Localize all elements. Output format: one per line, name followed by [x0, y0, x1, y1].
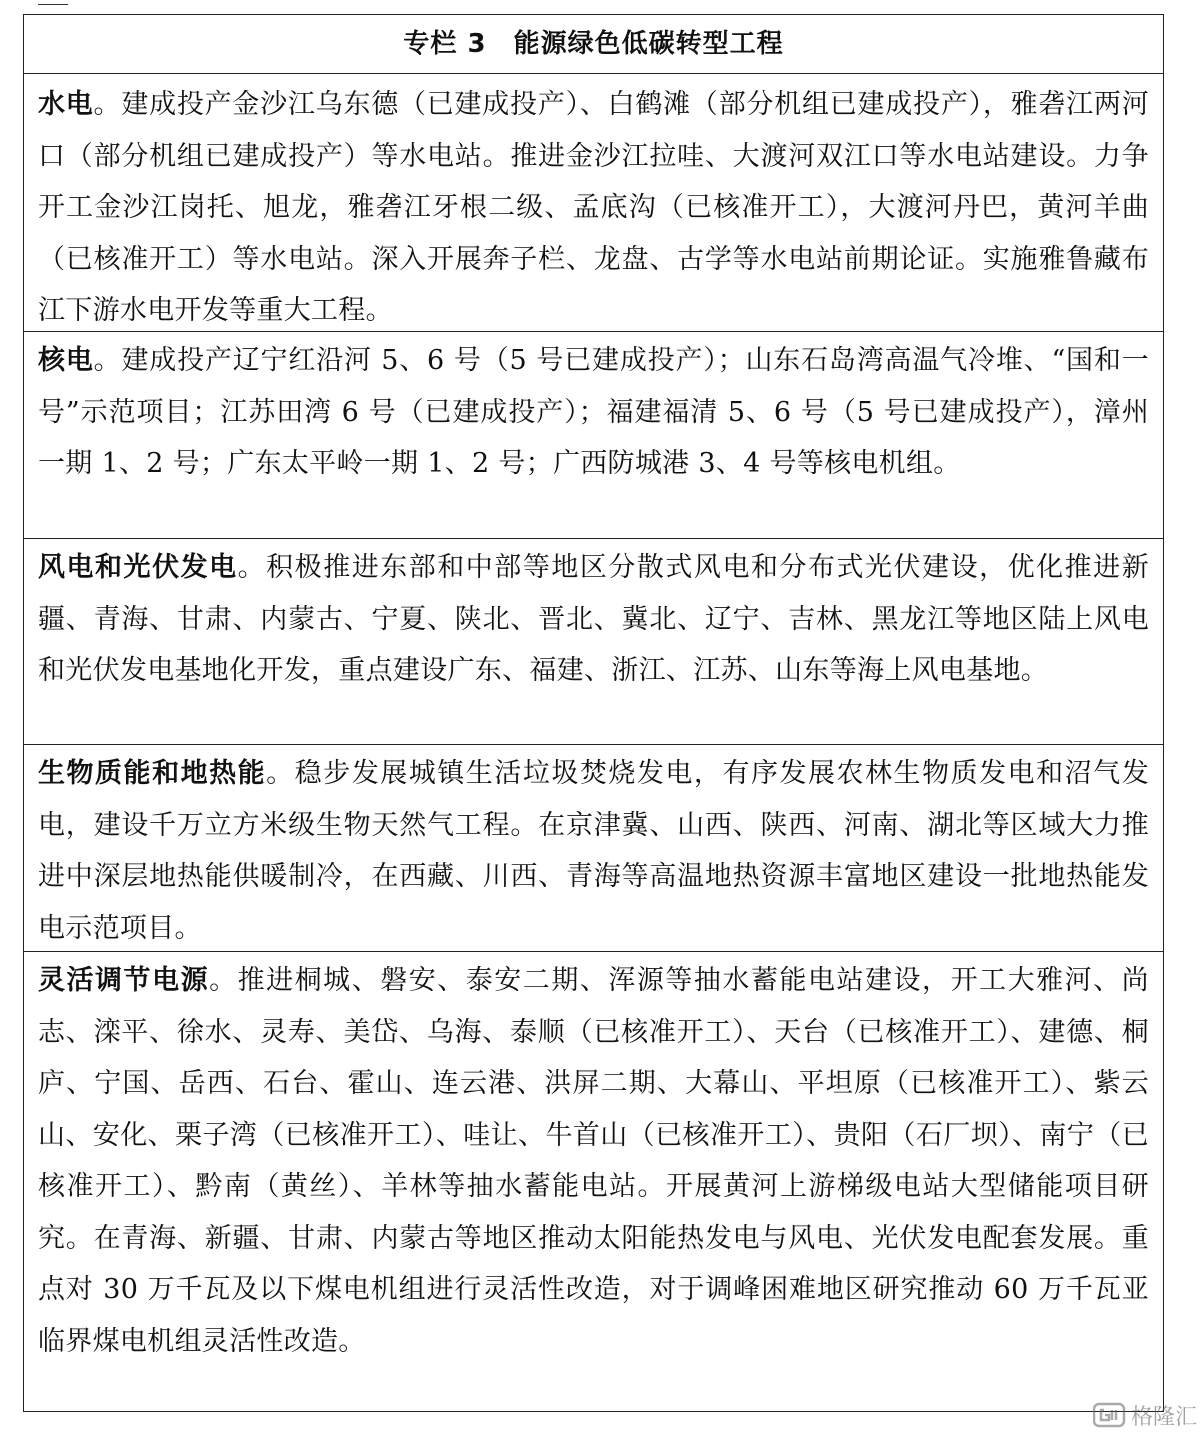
section-body: 。稳步发展城镇生活垃圾焚烧发电，有序发展农林生物质发电和沼气发电，建设千万立方米级生物天然气工程。在京津冀、山西、陕西、河南、湖北等区域大力推进中深层地热能供暖制冷，在西藏、川西、青海等高温地热资源丰富地区建设一批地热能发电示范项目。	[38, 758, 1149, 944]
section-biomass-geothermal	[24, 745, 1163, 952]
section-heading: 风电和光伏发电	[38, 552, 238, 583]
panel-title: 专栏 3 能源绿色低碳转型工程	[24, 15, 1163, 74]
watermark	[1093, 1400, 1197, 1430]
section-hydropower	[24, 74, 1163, 332]
section-heading: 生物质能和地热能	[38, 758, 267, 789]
column-box	[23, 14, 1164, 1412]
gelonghui-logo-icon	[1093, 1402, 1127, 1428]
section-body: 。建成投产金沙江乌东德（已建成投产）、白鹤滩（部分机组已建成投产），雅砻江两河口（部分机组已建成投产）等水电站。推进金沙江拉哇、大渡河双江口等水电站建设。力争开工金沙江岗托、旭龙，雅砻江牙根二级、孟底沟（已核准开工），大渡河丹巴，黄河羊曲（已核准开工）等水电站。深入开展奔子栏、龙盘、古学等水电站前期论证。实施雅鲁藏布江下游水电开发等重大工程。	[38, 89, 1149, 326]
section-heading: 核电	[38, 345, 94, 376]
section-flexible-power	[24, 952, 1163, 1367]
section-body: 。建成投产辽宁红沿河 5、6 号（5 号已建成投产）；山东石岛湾高温气冷堆、“国和一号”示范项目；江苏田湾 6 号（已建成投产）；福建福清 5、6 号（5 号已建成投产），漳州一期 1、2 号；广东太平岭一期 1、2 号；广西防城港 3、4 号等核电机组。	[38, 345, 1149, 479]
section-wind-solar	[24, 539, 1163, 745]
section-heading: 水电	[38, 89, 94, 120]
section-body: 。积极推进东部和中部等地区分散式风电和分布式光伏建设，优化推进新疆、青海、甘肃、内蒙古、宁夏、陕北、晋北、冀北、辽宁、吉林、黑龙江等地区陆上风电和光伏发电基地化开发，重点建设广东、福建、浙江、江苏、山东等海上风电基地。	[38, 552, 1149, 686]
section-nuclear-power	[24, 332, 1163, 539]
page-edge-mark	[38, 0, 68, 5]
section-heading: 灵活调节电源	[38, 965, 210, 996]
section-body: 。推进桐城、磐安、泰安二期、浑源等抽水蓄能电站建设，开工大雅河、尚志、滦平、徐水、灵寿、美岱、乌海、泰顺（已核准开工）、天台（已核准开工）、建德、桐庐、宁国、岳西、石台、霍山、连云港、洪屏二期、大幕山、平坦原（已核准开工）、紫云山、安化、栗子湾（已核准开工）、哇让、牛首山（已核准开工）、贵阳（石厂坝）、南宁（已核准开工）、黔南（黄丝）、羊林等抽水蓄能电站。开展黄河上游梯级电站大型储能项目研究。在青海、新疆、甘肃、内蒙古等地区推动太阳能热发电与风电、光伏发电配套发展。重点对 30 万千瓦及以下煤电机组进行灵活性改造，对于调峰困难地区研究推动 60 万千瓦亚临界煤电机组灵活性改造。	[38, 965, 1149, 1357]
watermark-text: 格隆汇	[1130, 1404, 1197, 1430]
